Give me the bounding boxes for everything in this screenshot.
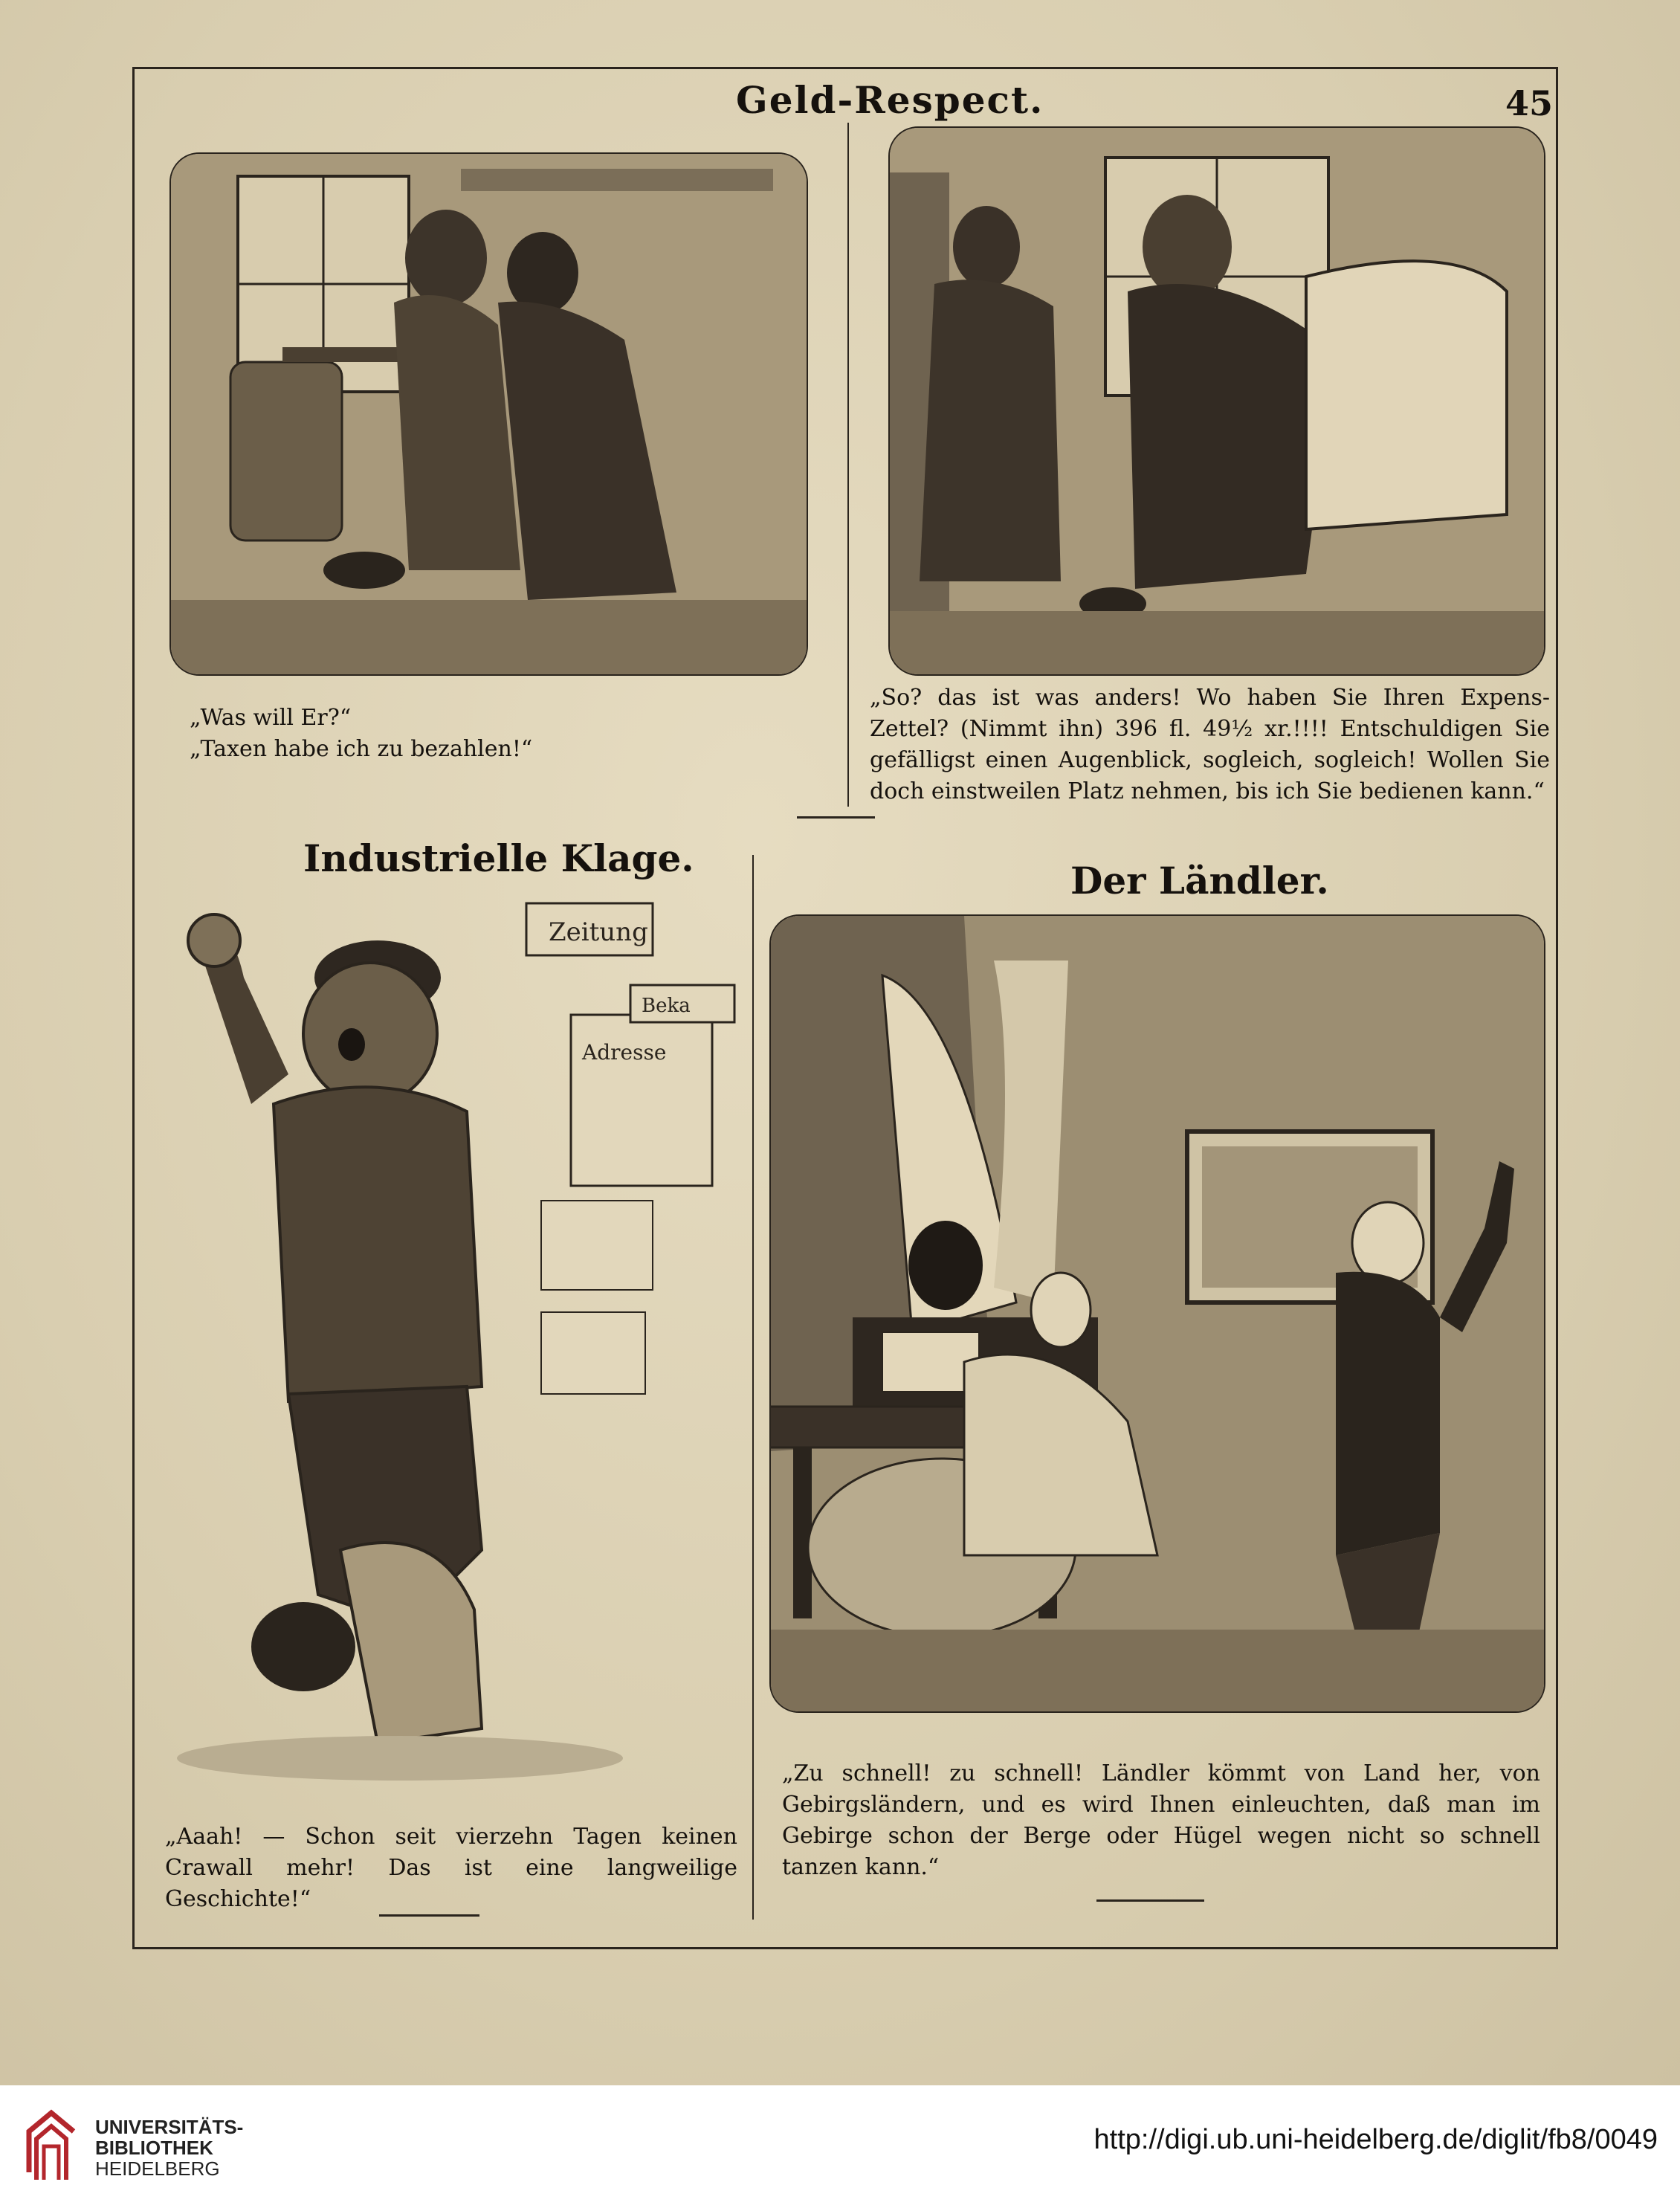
caption-laendler: „Zu schnell! zu schnell! Ländler kömmt von Land her, von Gebirgsländern, und es wird Ihnen einleuchten, daß man im Gebirge schon der Berge oder Hügel wegen nicht so schnell tanzen kann.“ xyxy=(782,1760,1540,1880)
library-logo-icon xyxy=(18,2105,85,2187)
illustration-taxpayer-office xyxy=(169,152,808,676)
divider-under-caption-left xyxy=(379,1914,479,1917)
illustration-shouting-worker xyxy=(155,881,749,1781)
caption-line: „Taxen habe ich zu bezahlen!“ xyxy=(190,736,533,762)
viewer-footer xyxy=(0,2085,1680,2208)
caption-industrie: „Aaah! — Schon seit vierzehn Tagen keinen Crawall mehr! Das ist eine langweilige Geschichte!“ xyxy=(165,1824,737,1912)
sign-beka: Beka xyxy=(642,995,691,1017)
page-number: 45 xyxy=(1505,83,1554,123)
library-name xyxy=(95,2117,243,2179)
divider-under-caption-right xyxy=(1096,1899,1204,1902)
library-line: UNIVERSITÄTS- xyxy=(95,2116,244,2138)
divider-horizontal xyxy=(797,816,875,819)
divider-vertical-top xyxy=(847,123,849,807)
caption-geld-left xyxy=(190,703,576,765)
source-url[interactable]: http://digi.ub.uni-heidelberg.de/diglit/fb8/0049 xyxy=(1093,2124,1658,2155)
sign-zeitung: Zeitung xyxy=(549,917,648,947)
divider-vertical-bottom xyxy=(752,855,754,1920)
sign-adresse: Adresse xyxy=(582,1040,667,1065)
section-title-laendler: Der Ländler. xyxy=(1070,859,1329,903)
caption-geld-right: „So? das ist was anders! Wo haben Sie Ihren Expens-Zettel? (Nimmt ihn) 396 fl. 49½ xr.!!!! Entschuldigen Sie gefälligst einen Augenblick, sogleich, sogleich! Wollen Sie doch einstweilen Platz nehmen, bis ich Sie bedienen kann.“ xyxy=(870,685,1550,804)
page-title: Geld-Respect. xyxy=(736,78,1044,122)
library-line: HEIDELBERG xyxy=(95,2157,220,2180)
section-title-industrie: Industrielle Klage. xyxy=(303,836,694,880)
caption-line: „Was will Er?“ xyxy=(190,705,352,731)
illustration-official-bowing xyxy=(888,126,1545,676)
illustration-piano-dance xyxy=(769,914,1545,1713)
library-line: BIBLIOTHEK xyxy=(95,2137,213,2159)
